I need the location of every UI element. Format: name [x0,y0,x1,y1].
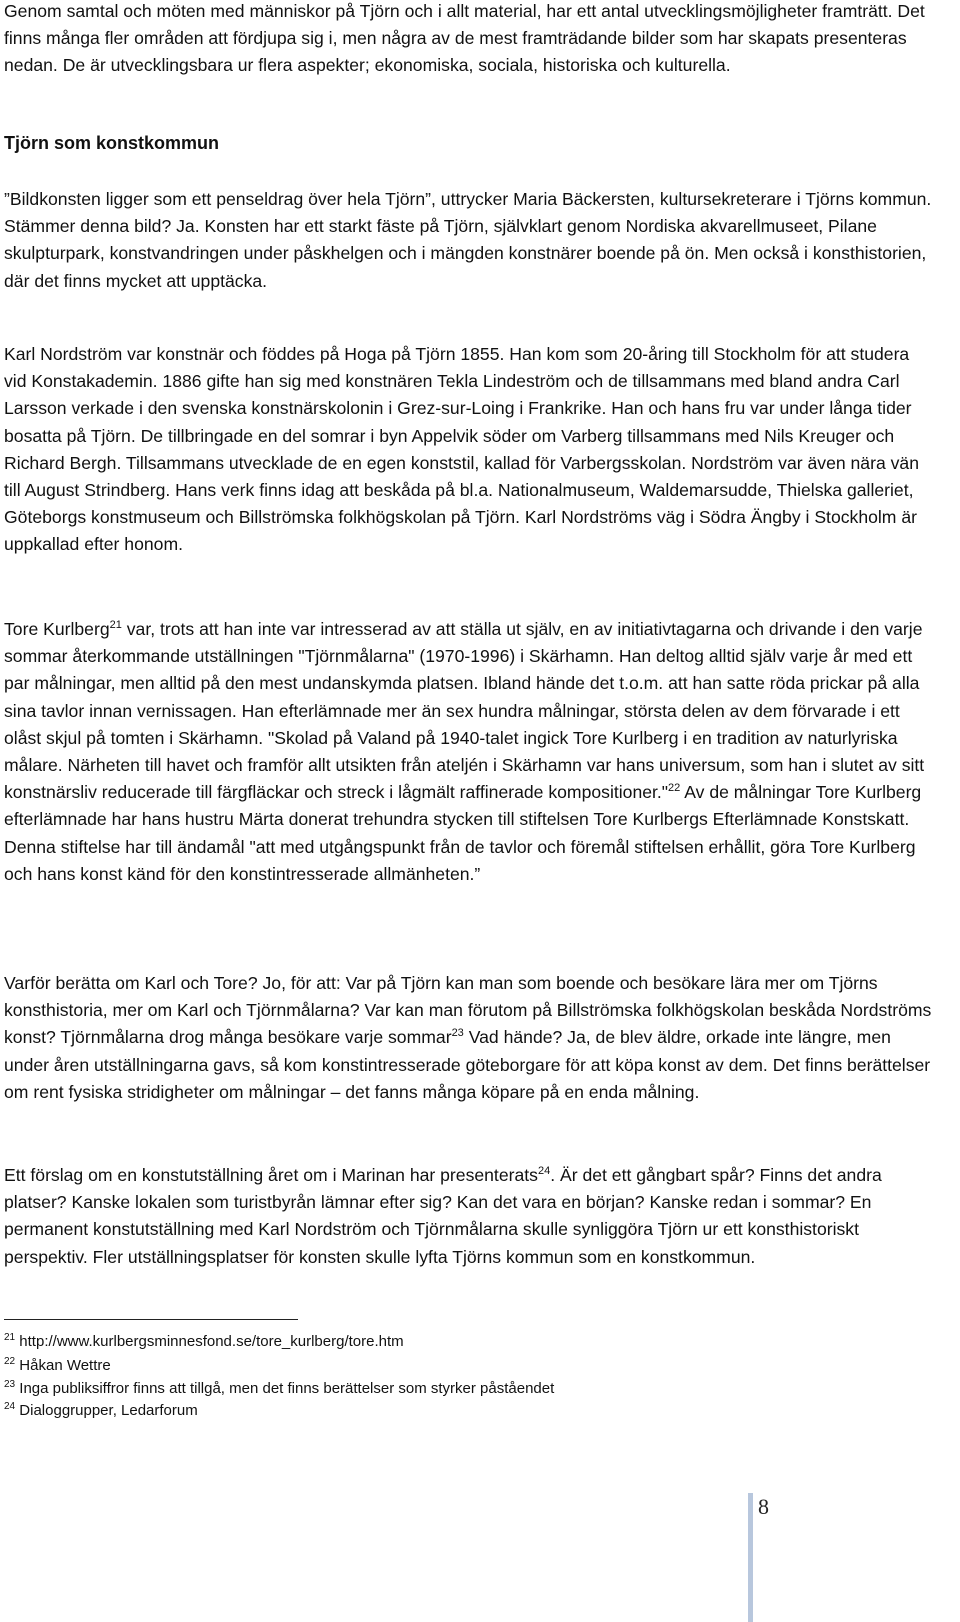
page-number: 8 [758,1494,769,1519]
footnote-link[interactable]: http://www.kurlbergsminnesfond.se/tore_kurlberg/tore.htm [19,1333,404,1350]
footnote [4,1331,904,1353]
footnote-ref[interactable]: 23 [451,1027,464,1040]
footnote-text: Dialoggrupper, Ledarforum [19,1402,198,1419]
paragraph-text: var, trots att han inte var intresserad av att ställa ut själv, en av initiativtagarna och drivande i den varje sommar återkommande utställningen "Tjörnmålarna" (1970-1996) i Skärhamn. Han deltog alltid själv varje år med ett par målningar, men alltid på den mest undanskymda platsen. Ibland hände det t.o.m. att han satte röda prickar på alla sina tavlor innan vernissagen. Han efterlämnade mer än sex hundra målningar, största delen av dem förvarade i ett olåst skjul på tomten i Skärhamn. "Skolad på Valand på 1940-talet ingick Tore Kurlberg i en tradition av naturlyriska målare. Närheten till havet och framför allt utsikten från ateljén i Skärhamn var hans universum, som han i slutet av sitt konstnärsliv reducerade till färgfläckar och streck i lågmält raffinerade kompositioner." [4,619,925,803]
paragraph-karl-nordstrom: Karl Nordström var konstnär och föddes på Hoga på Tjörn 1855. Han kom som 20-åring till Stockholm för att studera vid Konstakademin. 1886 gifte han sig med konstnären Tekla Lindeström och de tillsammans med bland andra Carl Larsson verkade i den svenska konstnärskolonin i Grez-sur-Loing i Frankrike. Han och hans fru var under långa tider bosatta på Tjörn. De tillbringade en del somrar i byn Appelvik söder om Varberg tillsammans med Nils Kreuger och Richard Bergh. Tillsammans utvecklade de en egen konststil, kallad för Varbergsskolan. Nordström var även nära vän till August Strindberg. Hans verk finns idag att beskåda på bl.a. Nationalmuseum, Waldemarsudde, Thielska galleriet, Göteborgs konstmuseum och Billströmska folkhögskolan på Tjörn. Karl Nordströms väg i Södra Ängby i Stockholm är uppkallad efter honom. [4,344,919,555]
paragraph-text: Varför berätta om Karl och Tore? Jo, för att: Var på Tjörn kan man som boende och besökare lära mer om Tjörns konsthistoria, mer om Karl och Tjörnmålarna? Var kan man förutom på Billströmska folkhögskolan beskåda Nordströms konst? Tjörnmålarna drog många besökare varje sommar [4,973,932,1048]
footnote-number: 21 [4,1332,16,1343]
paragraph-text: . Är det ett gångbart spår? Finns det andra platser? Kanske lokalen som turistbyrån lämnar efter sig? Kan det vara en början? Kanske redan i sommar? En permanent konstutställning med Karl Nordström och Tjörnmålarna skulle synliggöra Tjörn ur ett konsthistoriskt perspektiv. Fler utställningsplatser för konsten skulle lyfta Tjörns kommun som en konstkommun. [4,1165,882,1267]
paragraph-why-tell [4,970,934,1106]
paragraph-text: Av de målningar Tore Kurlberg efterlämnade har hans hustru Märta donerat trehundra stycken till stiftelsen Tore Kurlbergs Efterlämnade Konstskatt. Denna stiftelse har till ändamål "att med utgångspunkt från de tavlor och föremål stiftelsen erhållit, göra Tore Kurlberg och hans konst känd för den konstintresserade allmänheten.” [4,782,922,884]
section-heading: Tjörn som konstkommun [4,133,220,153]
paragraph-maria-quote: ”Bildkonsten ligger som ett penseldrag över hela Tjörn”, uttrycker Maria Bäckersten, kultursekreterare i Tjörns kommun. Stämmer denna bild? Ja. Konsten har ett starkt fäste på Tjörn, självklart genom Nordiska akvarellmuseet, Pilane skulpturpark, konstvandringen under påskhelgen och i mängden konstnärer boende på ön. Men också i konsthistorien, där det finns mycket att upptäcka. [4,189,932,291]
footnote-number: 24 [4,1401,16,1412]
footnote-number: 23 [4,1379,16,1390]
footnote-text: Håkan Wettre [19,1357,111,1374]
paragraph-text: Tore Kurlberg [4,619,110,639]
paragraph-text: Ett förslag om en konstutställning året om i Marinan har presenterats [4,1165,538,1185]
intro-paragraph: Genom samtal och möten med människor på Tjörn och i allt material, har ett antal utvecklingsmöjligheter framträtt. Det finns många fler områden att fördjupa sig i, men några av de mest framträdande bilder som har skapats presenteras nedan. De är utvecklingsbara ur flera aspekter; ekonomiska, sociala, historiska och kulturella. [4,1,925,76]
footnote-ref[interactable]: 21 [109,619,122,632]
footnote [4,1378,904,1400]
footnote-ref[interactable]: 24 [537,1165,551,1178]
paragraph-tore-kurlberg [4,616,934,888]
paragraph-proposal [4,1162,934,1271]
footnote [4,1355,904,1377]
footnote-text: Inga publiksiffror finns att tillgå, men det finns berättelser som styrker påståendet [19,1380,555,1397]
page-number-bar [748,1493,753,1622]
footnote-number: 22 [4,1356,16,1367]
paragraph-text: Vad hände? Ja, de blev äldre, orkade inte längre, men under åren utställningarna gavs, så kom konstintresserade göteborgare för att köpa konst av dem. Det finns berättelser om rent fysiska stridigheter om målningar – det fanns många köpare på en enda målning. [4,1027,931,1102]
footnote-separator [4,1319,298,1320]
footnote-ref[interactable]: 22 [668,782,681,795]
footnote [4,1400,904,1422]
